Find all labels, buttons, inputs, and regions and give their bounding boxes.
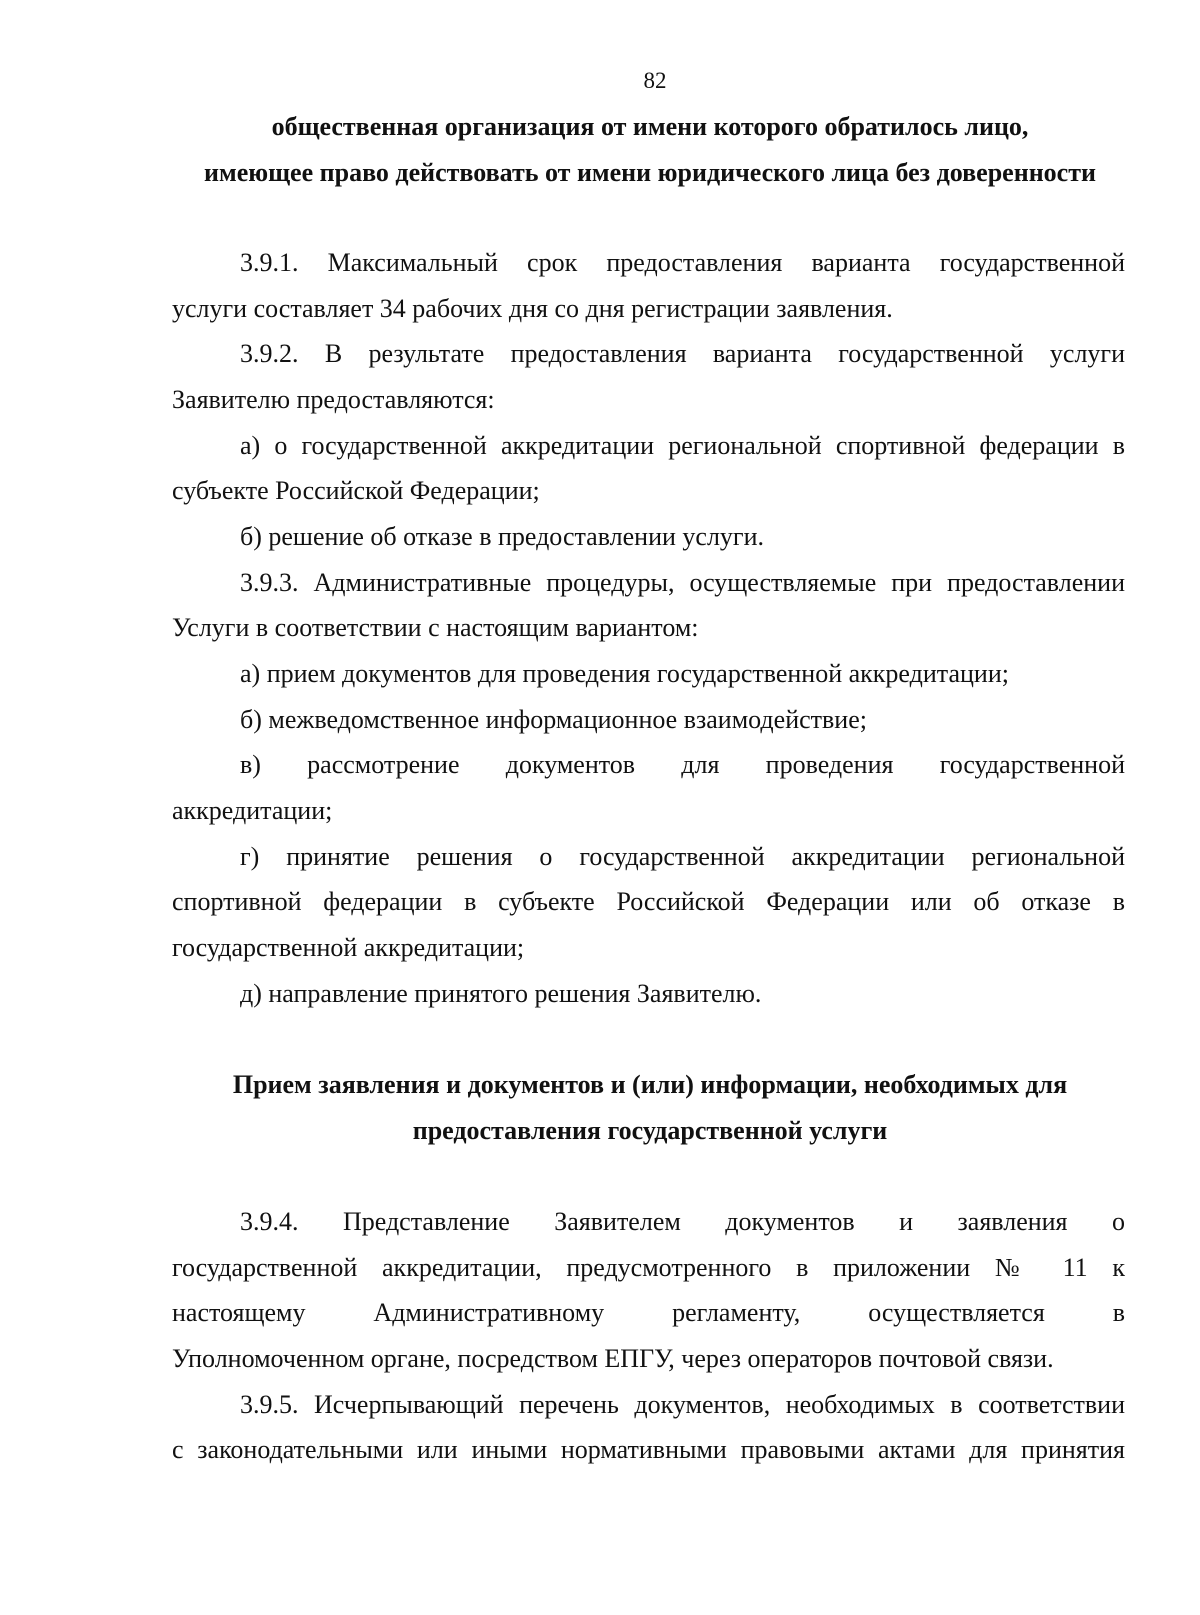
list-item-a-line-2: субъекте Российской Федерации;	[172, 476, 540, 505]
procedure-d: д) направление принятого решения Заявителю.	[240, 979, 762, 1008]
paragraph-3-9-5-line-1: 3.9.5. Исчерпывающий перечень документов, необходимых в соответствии	[240, 1390, 1125, 1419]
procedure-g-line-2: спортивной федерации в субъекте Российской Федерации или об отказе в	[172, 887, 1125, 916]
procedure-b: б) межведомственное информационное взаимодействие;	[240, 705, 867, 734]
procedure-g-line-1: г) принятие решения о государственной аккредитации региональной	[240, 842, 1125, 871]
section-heading-line-1: Прием заявления и документов и (или) информации, необходимых для	[232, 1070, 1068, 1099]
list-item-b: б) решение об отказе в предоставлении услуги.	[240, 522, 764, 551]
paragraph-3-9-2-line-2: Заявителю предоставляются:	[172, 385, 495, 414]
paragraph-3-9-4-line-2: государственной аккредитации, предусмотренного в приложении № 11 к	[172, 1253, 1125, 1282]
procedure-v-line-1: в) рассмотрение документов для проведения государственной	[240, 750, 1125, 779]
procedure-g-line-3: государственной аккредитации;	[172, 933, 525, 962]
paragraph-3-9-3-line-2: Услуги в соответствии с настоящим вариантом:	[172, 613, 699, 642]
paragraph-3-9-3-line-1: 3.9.3. Административные процедуры, осуществляемые при предоставлении	[240, 568, 1125, 597]
top-heading-line-1: общественная организация от имени которого обратилось лицо,	[271, 112, 1029, 141]
paragraph-3-9-5-line-2: с законодательными или иными нормативными правовыми актами для принятия	[172, 1435, 1125, 1464]
top-heading-line-2: имеющее право действовать от имени юридического лица без доверенности	[204, 158, 1096, 187]
paragraph-3-9-4-line-3: настоящему Административному регламенту, осуществляется в	[172, 1298, 1125, 1327]
page-number: 82	[643, 68, 667, 93]
paragraph-3-9-4-line-4: Уполномоченном органе, посредством ЕПГУ, через операторов почтовой связи.	[172, 1344, 1054, 1373]
procedure-v-line-2: аккредитации;	[172, 796, 333, 825]
paragraph-3-9-4-line-1: 3.9.4. Представление Заявителем документов и заявления о	[240, 1207, 1125, 1236]
paragraph-3-9-1-line-2: услуги составляет 34 рабочих дня со дня регистрации заявления.	[172, 294, 893, 323]
paragraph-3-9-1-line-1: 3.9.1. Максимальный срок предоставления варианта государственной	[240, 248, 1125, 277]
list-item-a-line-1: а) о государственной аккредитации региональной спортивной федерации в	[240, 431, 1125, 460]
procedure-a: а) прием документов для проведения государственной аккредитации;	[240, 659, 1009, 688]
paragraph-3-9-2-line-1: 3.9.2. В результате предоставления варианта государственной услуги	[240, 339, 1125, 368]
section-heading-line-2: предоставления государственной услуги	[412, 1116, 888, 1145]
